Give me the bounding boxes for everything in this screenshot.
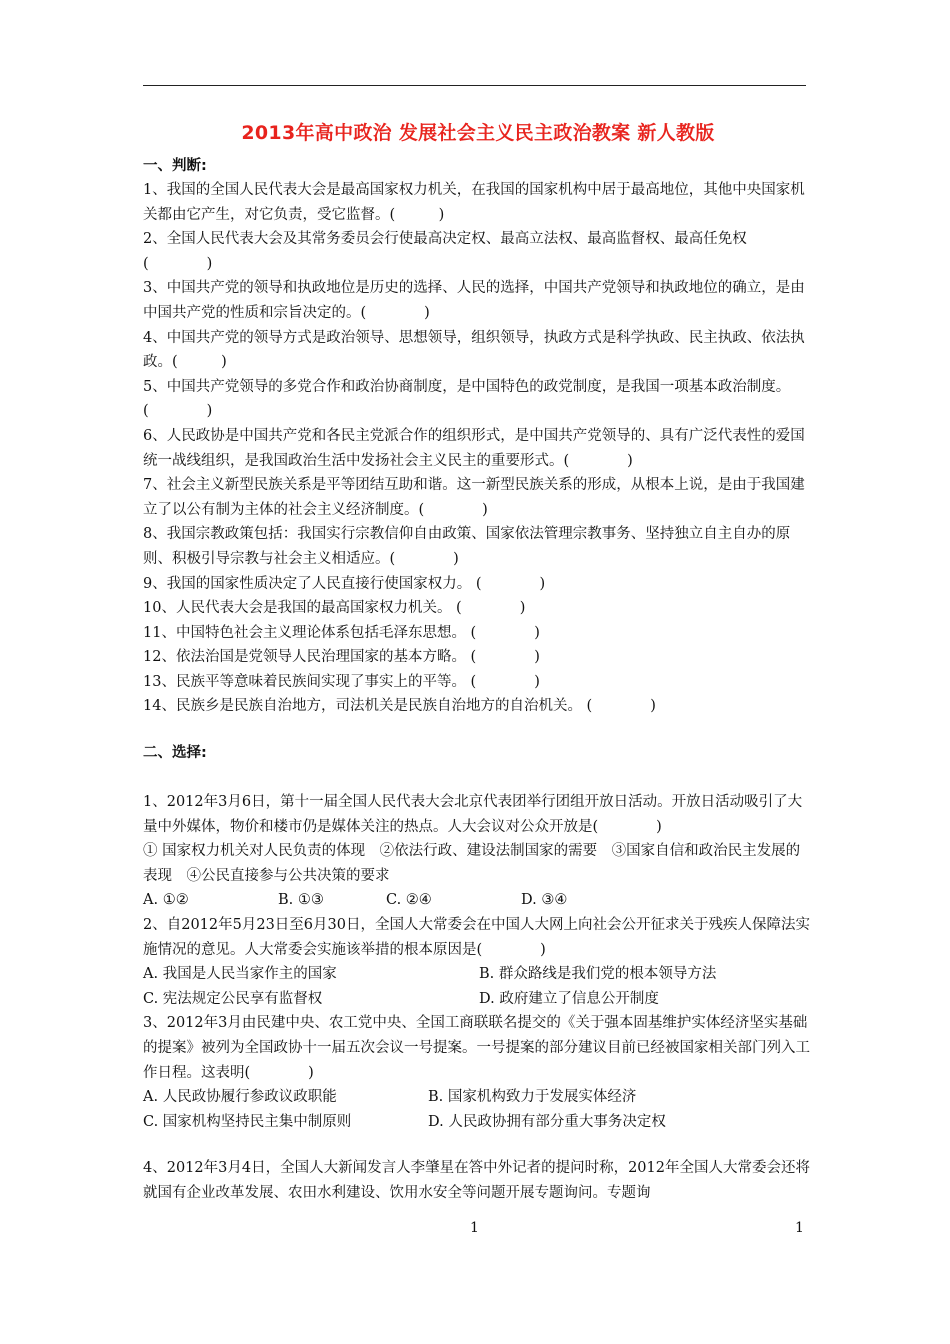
question-statements: ① 国家权力机关对人民负责的体现 ②依法行政、建设法制国家的需要 ③国家自信和政治民主发展的表现 ④公民直接参与公共决策的要求 [143, 843, 801, 884]
option-b: B. ①③ [278, 892, 324, 909]
question-stem: 3、2012年3月由民建中央、农工党中央、全国工商联联名提交的《关于强本固基维护实体经济坚实基础的提案》被列为全国政协十一届五次会议一号提案。一号提案的部分建议目前已经被国家相关部门列入工作日程。这表明( ) [143, 1015, 810, 1081]
document-body [143, 118, 813, 1206]
judgement-item: 9、我国的国家性质决定了人民直接行使国家权力。 ( ) [143, 575, 546, 592]
judgement-item: 8、我国宗教政策包括：我国实行宗教信仰自由政策、国家依法管理宗教事务、坚持独立自主自办的原则、积极引导宗教与社会主义相适应。( ) [143, 526, 791, 567]
question-2 [143, 913, 813, 1011]
document-title: 2013年高中政治 发展社会主义民主政治教案 新人教版 [241, 122, 715, 144]
option-a: A. 我国是人民当家作主的国家 [143, 966, 337, 983]
header-rule [143, 85, 806, 86]
judgement-item: 3、中国共产党的领导和执政地位是历史的选择、人民的选择，中国共产党领导和执政地位的确立，是由中国共产党的性质和宗旨决定的。( ) [143, 280, 805, 321]
option-b: B. 群众路线是我们党的根本领导方法 [479, 966, 717, 983]
option-c: C. ②④ [386, 892, 432, 909]
section-heading-choice: 二、选择: [143, 745, 207, 762]
question-3 [143, 1011, 813, 1134]
question-1 [143, 790, 813, 913]
option-c: C. 国家机构坚持民主集中制原则 [143, 1113, 352, 1130]
judgement-item: 14、民族乡是民族自治地方，司法机关是民族自治地方的自治机关。 ( ) [143, 698, 656, 715]
option-d: D. ③④ [521, 892, 568, 909]
question-options-row [143, 962, 813, 987]
judgement-item: 2、全国人民代表大会及其常务委员会行使最高决定权、最高立法权、最高监督权、最高任免权 ( ) [143, 231, 747, 272]
section-heading-judgement: 一、判断: [143, 158, 207, 174]
option-d: D. 人民政协拥有部分重大事务决定权 [428, 1113, 666, 1130]
judgement-list [143, 178, 813, 719]
question-options-row [143, 1085, 813, 1110]
judgement-item: 5、中国共产党领导的多党合作和政治协商制度，是中国特色的政党制度，是我国一项基本政治制度。( ) [143, 378, 791, 420]
option-b: B. 国家机构致力于发展实体经济 [428, 1089, 637, 1106]
judgement-item: 7、社会主义新型民族关系是平等团结互助和谐。这一新型民族关系的形成，从根本上说，是由于我国建立了以公有制为主体的社会主义经济制度。( ) [143, 477, 805, 518]
judgement-item: 12、依法治国是党领导人民治理国家的基本方略。 ( ) [143, 649, 540, 666]
judgement-item: 1、我国的全国人民代表大会是最高国家权力机关，在我国的国家机构中居于最高地位，其他中央国家机关都由它产生，对它负责，受它监督。( ) [143, 182, 805, 223]
question-stem: 1、2012年3月6日，第十一届全国人民代表大会北京代表团举行团组开放日活动。开放日活动吸引了大量中外媒体，物价和楼市仍是媒体关注的热点。人大会议对公众开放是( ) [143, 794, 803, 835]
question-options-row [143, 1110, 813, 1135]
page-number-right: 1 [795, 1220, 804, 1236]
option-a: A. ①② [143, 892, 189, 909]
judgement-item: 11、中国特色社会主义理论体系包括毛泽东思想。 ( ) [143, 624, 540, 641]
judgement-item: 10、人民代表大会是我国的最高国家权力机关。 ( ) [143, 600, 526, 617]
question-stem: 2、自2012年5月23日至6月30日，全国人大常委会在中国人大网上向社会公开征求关于残疾人保障法实施情况的意见。人大常委会实施该举措的根本原因是( ) [143, 917, 810, 958]
option-d: D. 政府建立了信息公开制度 [479, 990, 659, 1007]
page-number-center: 1 [470, 1220, 479, 1236]
question-options [143, 888, 813, 913]
option-c: C. 宪法规定公民享有监督权 [143, 990, 323, 1007]
option-a: A. 人民政协履行参政议政职能 [143, 1089, 337, 1106]
judgement-item: 6、人民政协是中国共产党和各民主党派合作的组织形式，是中国共产党领导的、具有广泛代表性的爱国统一战线组织，是我国政治生活中发扬社会主义民主的重要形式。( ) [143, 427, 805, 469]
judgement-item: 13、民族平等意味着民族间实现了事实上的平等。 ( ) [143, 673, 540, 690]
judgement-item: 4、中国共产党的领导方式是政治领导、思想领导，组织领导，执政方式是科学执政、民主执政、依法执政。( ) [143, 329, 805, 371]
question-options-row [143, 987, 813, 1012]
question-4 [143, 1156, 813, 1205]
question-stem: 4、2012年3月4日，全国人大新闻发言人李肇星在答中外记者的提问时称，2012年全国人大常委会还将就国有企业改革发展、农田水利建设、饮用水安全等问题开展专题询问。专题询 [143, 1160, 810, 1201]
